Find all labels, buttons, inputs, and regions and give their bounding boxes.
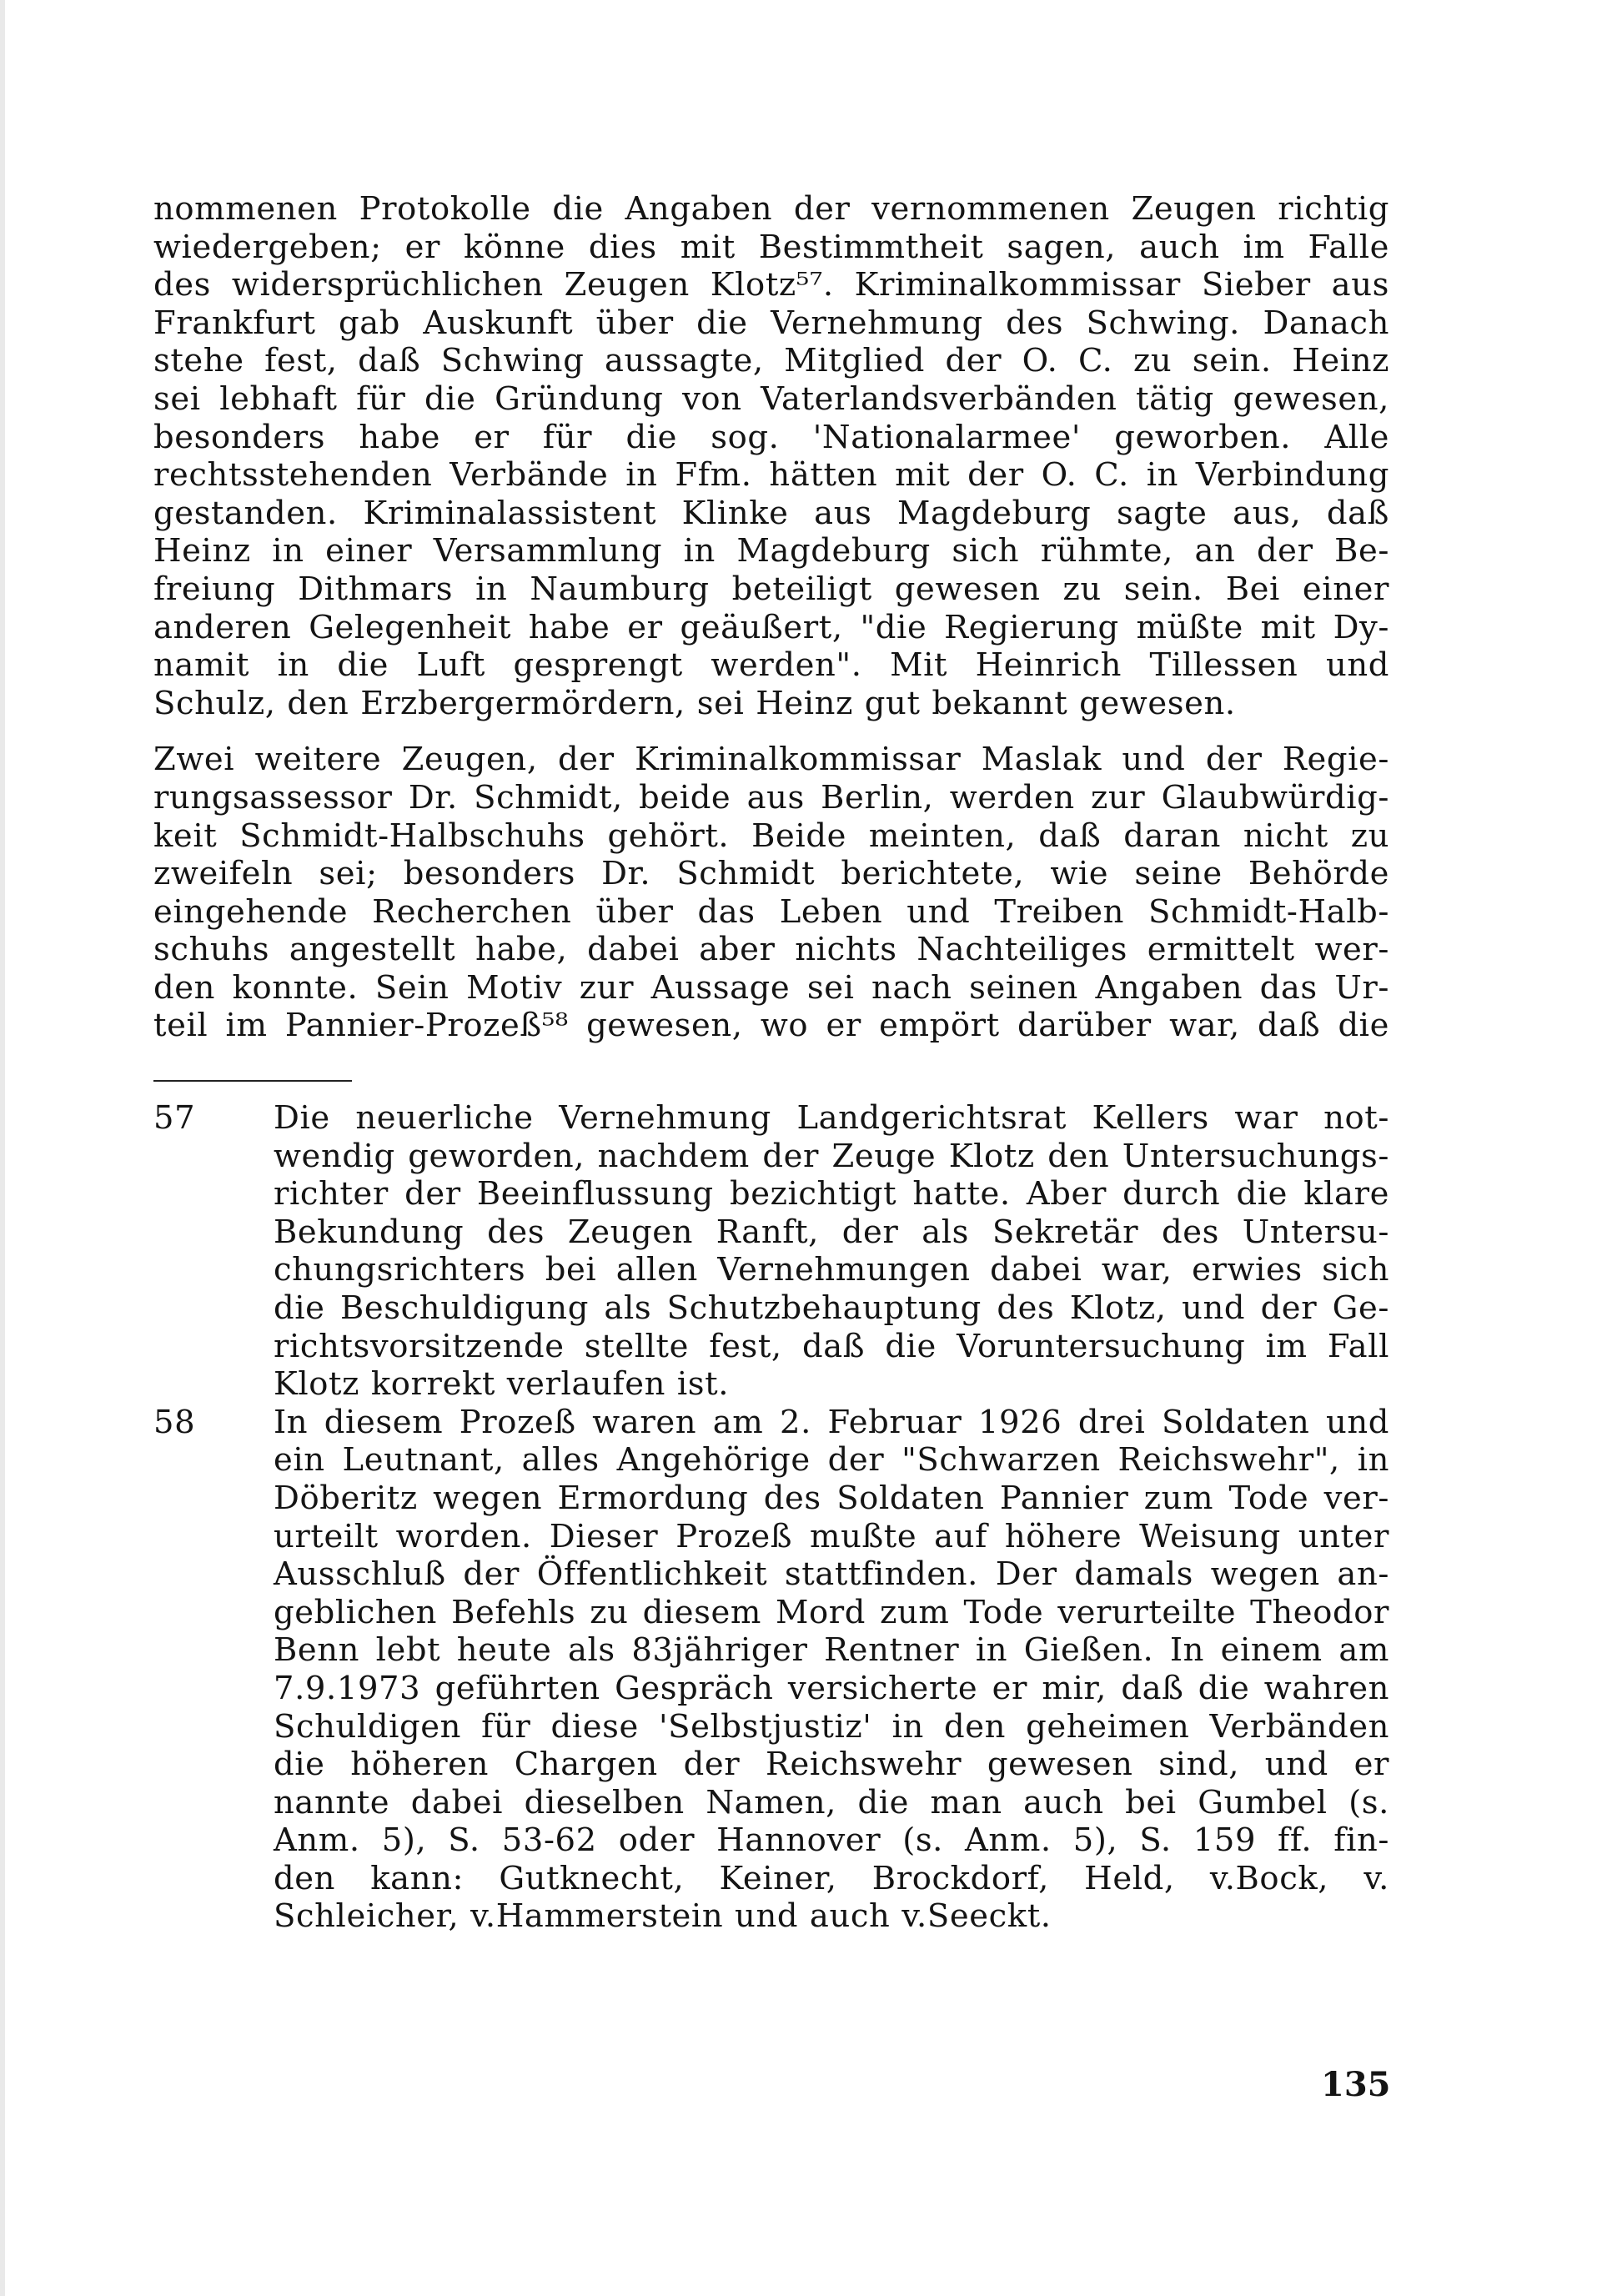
footnote-line: Anm. 5), S. 53-62 oder Hannover (s. Anm. 5), S. 159 ff. fin- — [274, 1821, 1389, 1860]
footnote-line: nannte dabei dieselben Namen, die man auch bei Gumbel (s. — [274, 1783, 1389, 1821]
footnote-line: die höheren Chargen der Reichswehr gewesen sind, und er — [274, 1746, 1389, 1784]
text-line: rechtsstehenden Verbände in Ffm. hätten mit der O. C. in Verbindung — [153, 456, 1389, 495]
text-line: namit in die Luft gesprengt werden". Mit Heinrich Tillessen und — [153, 646, 1389, 685]
body-text — [153, 190, 1389, 1045]
paragraph-gap — [153, 722, 1389, 741]
footnote-line: Klotz korrekt verlaufen ist. — [274, 1365, 730, 1404]
footnote-line: In diesem Prozeß waren am 2. Februar 1926 drei Soldaten und — [274, 1403, 1389, 1441]
footnote-line: ein Leutnant, alles Angehörige der "Schwarzen Reichswehr", in — [274, 1441, 1389, 1480]
text-line: keit Schmidt-Halbschuhs gehört. Beide meinten, daß daran nicht zu — [153, 816, 1389, 855]
footnotes — [153, 1099, 1389, 1936]
page-edge-shadow — [0, 0, 5, 2296]
text-line: sei lebhaft für die Gründung von Vaterlandsverbänden tätig gewesen, — [153, 379, 1389, 418]
paragraph-2 — [153, 741, 1389, 1045]
footnote-line: urteilt worden. Dieser Prozeß mußte auf höhere Weisung unter — [274, 1517, 1389, 1555]
footnote-line: Döberitz wegen Ermordung des Soldaten Pannier zum Tode ver- — [274, 1479, 1389, 1517]
text-line: gestanden. Kriminalassistent Klinke aus Magdeburg sagte aus, daß — [153, 494, 1389, 532]
text-line: wiedergeben; er könne dies mit Bestimmtheit sagen, auch im Falle — [153, 228, 1389, 266]
text-line: Schulz, den Erzbergermördern, sei Heinz gut bekannt gewesen. — [153, 684, 1236, 722]
footnote-line: Bekundung des Zeugen Ranft, der als Sekretär des Untersu- — [274, 1213, 1389, 1251]
footnote-line: chungsrichters bei allen Vernehmungen dabei war, erwies sich — [274, 1251, 1389, 1289]
footnote-line: Schuldigen für diese 'Selbstjustiz' in den geheimen Verbänden — [274, 1707, 1389, 1746]
footnote-line: Benn lebt heute als 83jähriger Rentner in Gießen. In einem am — [274, 1631, 1389, 1670]
text-line: eingehende Recherchen über das Leben und Treiben Schmidt-Halb- — [153, 892, 1389, 931]
footnote-number: 57 — [153, 1099, 196, 1137]
text-line: nommenen Protokolle die Angaben der vernommenen Zeugen richtig — [153, 190, 1389, 228]
footnote-number: 58 — [153, 1403, 196, 1441]
text-line: Heinz in einer Versammlung in Magdeburg sich rühmte, an der Be- — [153, 532, 1389, 570]
text-line: den konnte. Sein Motiv zur Aussage sei nach seinen Angaben das Ur- — [153, 968, 1389, 1007]
text-line: Frankfurt gab Auskunft über die Vernehmung des Schwing. Danach — [153, 304, 1389, 342]
text-line: teil im Pannier-Prozeß⁵⁸ gewesen, wo er empört darüber war, daß die — [153, 1007, 1389, 1045]
text-line: stehe fest, daß Schwing aussagte, Mitglied der O. C. zu sein. Heinz — [153, 342, 1389, 380]
text-line: anderen Gelegenheit habe er geäußert, "die Regierung müßte mit Dy- — [153, 608, 1389, 646]
text-line: zweifeln sei; besonders Dr. Schmidt berichtete, wie seine Behörde — [153, 855, 1389, 893]
text-line: freiung Dithmars in Naumburg beteiligt gewesen zu sein. Bei einer — [153, 570, 1389, 608]
footnote-line: richter der Beeinflussung bezichtigt hatte. Aber durch die klare — [274, 1175, 1389, 1213]
text-line: rungsassessor Dr. Schmidt, beide aus Berlin, werden zur Glaubwürdig- — [153, 778, 1389, 816]
footnote-58 — [153, 1404, 1389, 1936]
footnote-line: Schleicher, v.Hammerstein und auch v.Seeckt. — [274, 1897, 1052, 1936]
footnote-line: die Beschuldigung als Schutzbehauptung des Klotz, und der Ge- — [274, 1289, 1389, 1327]
text-line: Zwei weitere Zeugen, der Kriminalkommissar Maslak und der Regie- — [153, 741, 1389, 779]
footnote-line: wendig geworden, nachdem der Zeuge Klotz den Untersuchungs- — [274, 1137, 1389, 1175]
text-line: des widersprüchlichen Zeugen Klotz⁵⁷. Kriminalkommissar Sieber aus — [153, 266, 1389, 304]
paragraph-1 — [153, 190, 1389, 722]
footnote-line: 7.9.1973 geführten Gespräch versicherte er mir, daß die wahren — [274, 1669, 1389, 1707]
footnote-line: richtsvorsitzende stellte fest, daß die Voruntersuchung im Fall — [274, 1327, 1389, 1365]
text-line: besonders habe er für die sog. 'Nationalarmee' geworben. Alle — [153, 418, 1389, 456]
footnote-line: Die neuerliche Vernehmung Landgerichtsrat Kellers war not- — [274, 1099, 1389, 1137]
text-line: schuhs angestellt habe, dabei aber nichts Nachteiliges ermittelt wer- — [153, 931, 1389, 969]
footnote-line: den kann: Gutknecht, Keiner, Brockdorf, Held, v.Bock, v. — [274, 1859, 1389, 1897]
footnote-separator — [153, 1080, 352, 1082]
footnote-line: Ausschluß der Öffentlichkeit stattfinden. Der damals wegen an- — [274, 1555, 1389, 1594]
page-number: 135 — [1321, 2065, 1391, 2104]
footnote-line: geblichen Befehls zu diesem Mord zum Tode verurteilte Theodor — [274, 1593, 1389, 1631]
footnote-57 — [153, 1099, 1389, 1404]
